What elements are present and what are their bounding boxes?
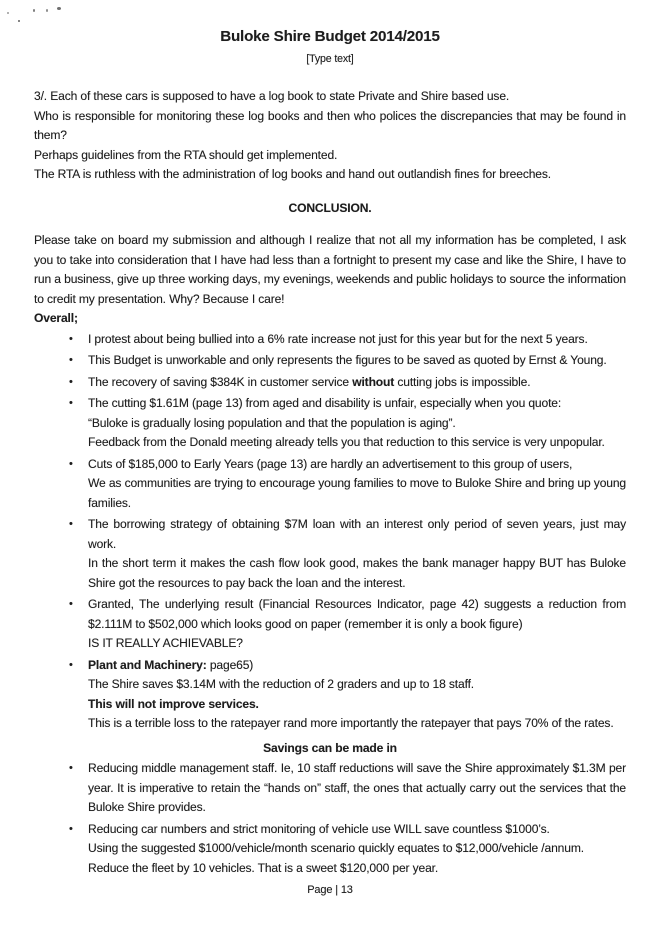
scan-speck: [18, 20, 20, 22]
type-text-placeholder: [Type text]: [306, 53, 354, 65]
bullet-icon: •: [69, 822, 73, 835]
bullet-text: The recovery of saving $384K in customer service without cutting jobs is impossible.: [88, 374, 531, 389]
list-item: [69, 330, 626, 350]
bullet-text: Reducing car numbers and strict monitoring of vehicle use WILL save countless $1000’s. Using the suggested $1000/vehicle/month scenario quickly equates to $12,000/vehicle /annum. Reduce the fleet by 10 vehicles. That is a sweet $120,000 per year.: [88, 821, 584, 875]
list-item: [69, 351, 626, 371]
bullet-text: This Budget is unworkable and only represents the figures to be saved as quoted by Ernst & Young.: [88, 353, 607, 367]
bullet-icon: •: [69, 397, 73, 409]
scan-speck: [46, 9, 48, 12]
bullet-text: I protest about being bullied into a 6% rate increase not just for this year but for the next 5 years.: [88, 331, 588, 346]
list-item: [69, 820, 626, 879]
intro-paragraph: [34, 87, 626, 185]
list-item: [69, 656, 626, 734]
bullet-text: Granted, The underlying result (Financial Resources Indicator, page 42) suggests a reduction from $2.111M to $502,000 which looks good on paper (remember it is only a book figure) IS IT REALLY ACHIEVABLE?: [88, 597, 626, 650]
scan-speck: [57, 7, 61, 10]
bullet-icon: •: [69, 354, 73, 366]
list-item: [69, 515, 626, 593]
savings-heading: Savings can be made in: [263, 740, 397, 755]
document-title: Buloke Shire Budget 2014/2015: [220, 28, 440, 45]
bullet-icon: •: [69, 457, 73, 470]
conclusion-heading: CONCLUSION.: [288, 200, 372, 215]
bullet-text: Plant and Machinery: page65) The Shire saves $3.14M with the reduction of 2 graders and up to 18 staff. This will not improve services. This is a terrible loss to the ratepayer rand more importantly the ratepayer that pays 70% of the rates.: [88, 657, 614, 730]
list-item: [69, 373, 626, 393]
list-item: [69, 759, 626, 818]
intro-line: Who is responsible for monitoring these log books and then who polices the discrepancies that may be found in them?: [34, 108, 626, 142]
bullet-text: Reducing middle management staff. Ie, 10 staff reductions will save the Shire approximately $1.3M per year. It is imperative to retain the “hands on” staff, the ones that actually carry out the services that the Buloke Shire provides.: [88, 761, 626, 814]
scan-speck: [33, 9, 35, 12]
bullet-icon: •: [69, 518, 73, 530]
conclusion-paragraph: Please take on board my submission and although I realize that not all my information has be completed, I ask you to take into consideration that I have had less than a fortnight to present my case and like the Shire, I have to run a business, give up three working days, my evenings, weekends and public holidays to source the information to credit my presentation. Why? Because I care!: [34, 233, 626, 306]
bullet-icon: •: [69, 598, 73, 610]
bullet-icon: •: [69, 375, 73, 388]
savings-bullet-list: [69, 759, 626, 878]
page-number: Page | 13: [307, 884, 353, 896]
scan-speck: [7, 12, 9, 14]
bullet-text: Cuts of $185,000 to Early Years (page 13) are hardly an advertisement to this group of users, We as communities are trying to encourage young families to move to Buloke Shire and bring up young families.: [88, 456, 626, 510]
overall-label: Overall;: [34, 311, 78, 325]
intro-line: Perhaps guidelines from the RTA should get implemented.: [34, 147, 338, 162]
bullet-text: The borrowing strategy of obtaining $7M loan with an interest only period of seven years, just may work. In the short term it makes the cash flow look good, makes the bank manager happy BUT has Buloke Shire got the resources to pay back the loan and the interest.: [88, 517, 626, 590]
bullet-icon: •: [69, 658, 73, 671]
intro-line: 3/. Each of these cars is supposed to have a log book to state Private and Shire based use.: [34, 89, 510, 103]
overall-bullet-list: [69, 330, 626, 734]
bullet-icon: •: [69, 332, 73, 345]
bullet-icon: •: [69, 762, 73, 774]
list-item: [69, 394, 626, 453]
list-item: [69, 455, 626, 514]
intro-line: The RTA is ruthless with the administration of log books and hand out outlandish fines for breeches.: [34, 167, 551, 181]
list-item: [69, 595, 626, 654]
bullet-text: The cutting $1.61M (page 13) from aged and disability is unfair, especially when you quote: “Buloke is gradually losing population and that the population is aging”. Feedback from the Donald meeting already tells you that reduction to this service is very unpopular.: [88, 396, 605, 449]
